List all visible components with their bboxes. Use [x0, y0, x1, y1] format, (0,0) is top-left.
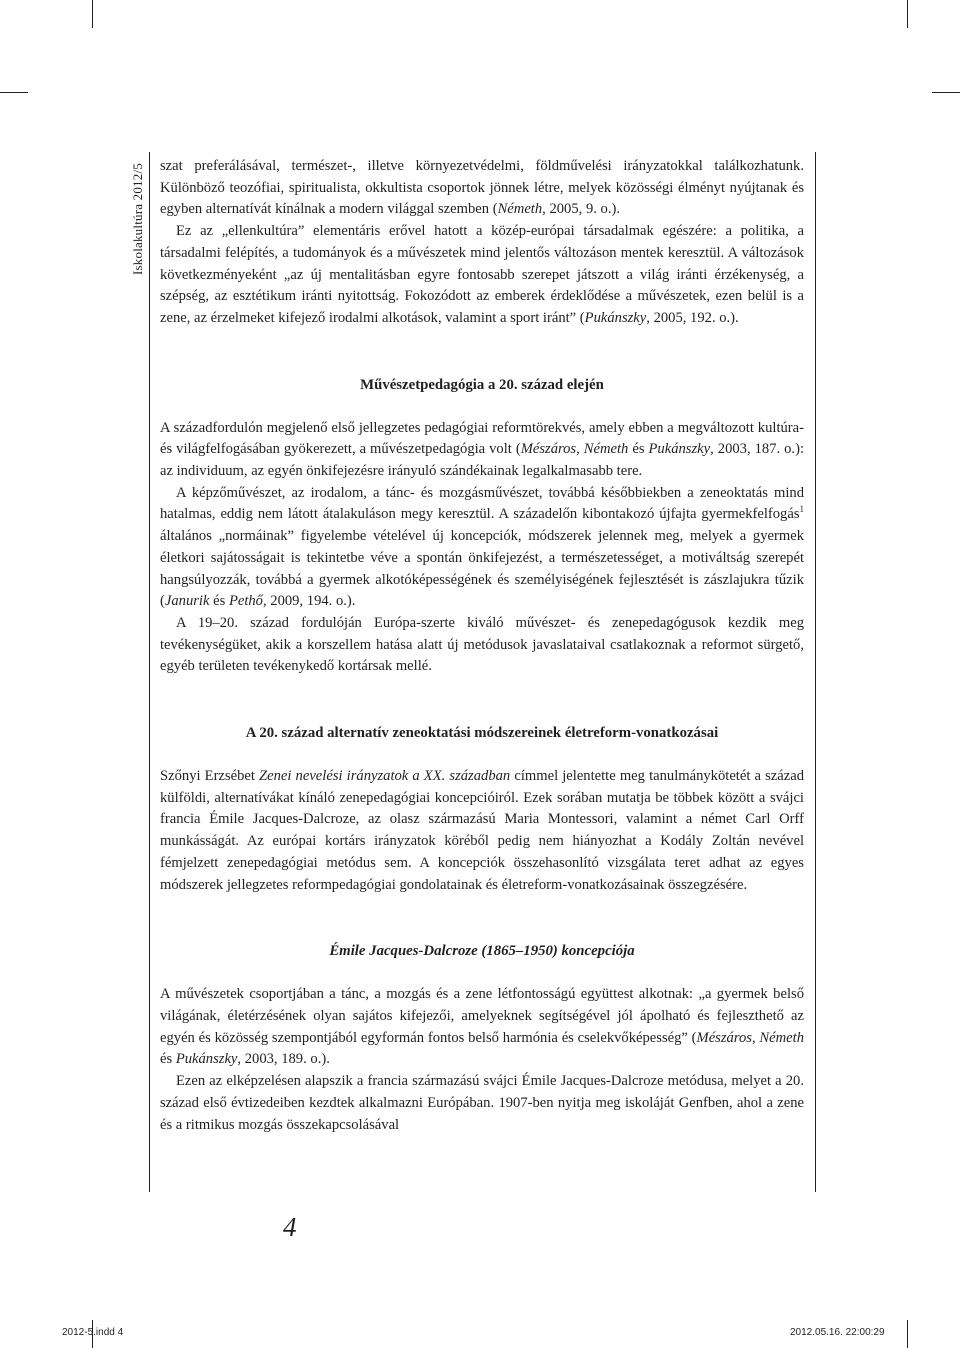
paragraph: A 19–20. század fordulóján Európa-szerte kiváló művészet- és zenepedagógusok kezdik meg tevékenységüket, akik a korszellem hatása alatt új metódusok javaslataival csatlakoznak a reformot sürgető, egyéb területen tevékenykedő kortársak mellé. — [160, 614, 804, 675]
crop-mark — [92, 0, 93, 28]
paragraph — [160, 984, 804, 1071]
running-head — [131, 155, 145, 283]
citation-author: Németh — [497, 201, 543, 218]
citation-author: Pukánszky — [584, 309, 647, 326]
paragraph — [160, 483, 804, 613]
citation-author: Pukánszky — [175, 1051, 238, 1068]
text: címmel jelentette meg tanulmánykötetét a század külföldi, alternatívákat kínáló zenepedagógiai koncepcióiról. Ezek sorában mutatja be többek között a svájci francia Émile Jacques-Dalcroze, az olasz származású Maria Montessori, valamint a német Carl Orff munkásságát. Az európai kortárs irányzatok köréből pedig nem hiányozhat a Kodály Zoltán nevével fémjelzett zenepedagógiai metódus sem. A koncepciók összehasonlító vizsgálata teret adhat az egyes módszerek jellegzetes reformpedagógiai gondolatainak és életreform-vonatkozásainak összegzésére. — [160, 768, 804, 893]
citation-author: Németh — [583, 441, 629, 458]
crop-mark — [0, 92, 28, 93]
running-head-text: Iskolakultúra 2012/5 — [130, 163, 145, 275]
paragraph — [160, 156, 804, 221]
text: A képzőművészet, az irodalom, a tánc- és mozgásművészet, továbbá későbbiekben a zeneoktatás mind hatalmas, eddig nem látott átalakuláson megy keresztül. A századelőn kibontakozó újfajta gyermekfelfogás — [160, 484, 804, 523]
paragraph: Ezen az elképzelésen alapszik a francia származású svájci Émile Jacques-Dalcroze metódusa, melyet a 20. század első évtizedeiben kezdtek alkalmazni Európában. 1907-ben nyitja meg iskoláját Genfben, ahol a zene és a ritmikus mozgás összekapcsolásával — [160, 1073, 804, 1133]
paragraph — [160, 766, 804, 896]
text: és — [160, 1051, 176, 1068]
citation-author: Mészáros — [696, 1029, 752, 1046]
text: Szőnyi Erzsébet — [160, 768, 260, 785]
paragraph — [160, 221, 804, 330]
column-rule-right — [815, 152, 816, 1192]
section-heading: Émile Jacques-Dalcroze (1865–1950) koncepciója — [329, 943, 635, 960]
text: Ez az „ellenkultúra” elementáris erővel hatott a közép-európai társadalmak egészére: a politika, a társadalmi felépítés, a tudományok és a művészetek mind jelentős változáson mentek keresztül. A változások következményeként „az új mentalitásban egyre fontosabb szerepet játszott a világ iránti érzékenység, a szépség, az esztétikum iránti nyitottság. Fokozódott az emberek érdeklődése a művészetek, ezen belül is a zene, az érzelmeket kifejező irodalmi alkotások, valamint a sport iránt” ( — [160, 223, 804, 326]
text: általános „normáinak” figyelembe vételével új koncepciók, módszerek jelennek meg, melyek a gyermek életkori sajátosságait is tekintetbe véve a spontán önkifejezést, a természetességet, a motiváltság szerepét hangsúlyozzák, továbbá a gyermek alkotóképességének és személyiségének fejlesztését is zászlajukra tűzik ( — [160, 528, 804, 610]
text: , — [751, 1029, 760, 1046]
text: és — [209, 593, 229, 610]
text: A századfordulón megjelenő első jellegzetes pedagógiai reformtörekvés, amely ebben a megváltozott kultúra- és világfelfogásában gyökerezett, a művészetpedagógia volt ( — [160, 419, 804, 458]
crop-mark — [907, 1320, 908, 1348]
slug-file: 2012-5.indd 4 — [62, 1327, 124, 1338]
page-number: 4 — [283, 1212, 297, 1242]
section-heading: A 20. század alternatív zeneoktatási módszereinek életreform-vonatkozásai — [245, 725, 719, 742]
citation-author: Pethő — [228, 593, 263, 610]
crop-mark — [932, 92, 960, 93]
citation-author: Janurik — [164, 593, 210, 610]
slug-datetime: 2012.05.16. 22:00:29 — [790, 1327, 885, 1338]
text: , 2003, 187. o.): az individuum, az egyén önkifejezésre irányuló szándékainak legalkalmasabb tere. — [160, 441, 804, 480]
paragraph — [160, 418, 804, 483]
section-heading: Művészetpedagógia a 20. század elején — [360, 376, 604, 393]
book-title: Zenei nevelési irányzatok a XX. században — [259, 768, 511, 785]
citation-author: Pukánszky — [648, 441, 711, 458]
article-body — [160, 156, 804, 1136]
text: A művészetek csoportjában a tánc, a mozgás és a zene létfontosságú együttest alkotnak: „a gyermek belső világának, életérzésének olyan sajátos kifejezői, amelyeknek segítségével jól ápolható és fejleszthető az egyén és közösség szempontjából egyformán fontos belső harmónia és cselekvőképesség” ( — [160, 986, 804, 1046]
crop-mark — [907, 0, 908, 28]
text: , — [576, 441, 584, 458]
column-rule-left — [149, 152, 150, 1192]
citation-author: Mészáros — [520, 441, 577, 458]
text: szat preferálásával, természet-, illetve környezetvédelmi, földművelési irányzatokkal találkozhatunk. Különböző teozófiai, spiritualista, okkultista csoportok jönnek létre, melyek közösségi élményt nyújtanak és egyben alternatívát kínálnak a modern világgal szemben ( — [160, 158, 804, 218]
citation-author: Németh — [759, 1029, 805, 1046]
text: , 2003, 189. o.). — [237, 1051, 330, 1068]
text: , 2005, 192. o.). — [646, 309, 739, 326]
text: és — [628, 441, 649, 458]
footnote-ref[interactable]: 1 — [799, 504, 804, 515]
text: , 2009, 194. o.). — [262, 593, 356, 610]
text: , 2005, 9. o.). — [542, 201, 620, 218]
